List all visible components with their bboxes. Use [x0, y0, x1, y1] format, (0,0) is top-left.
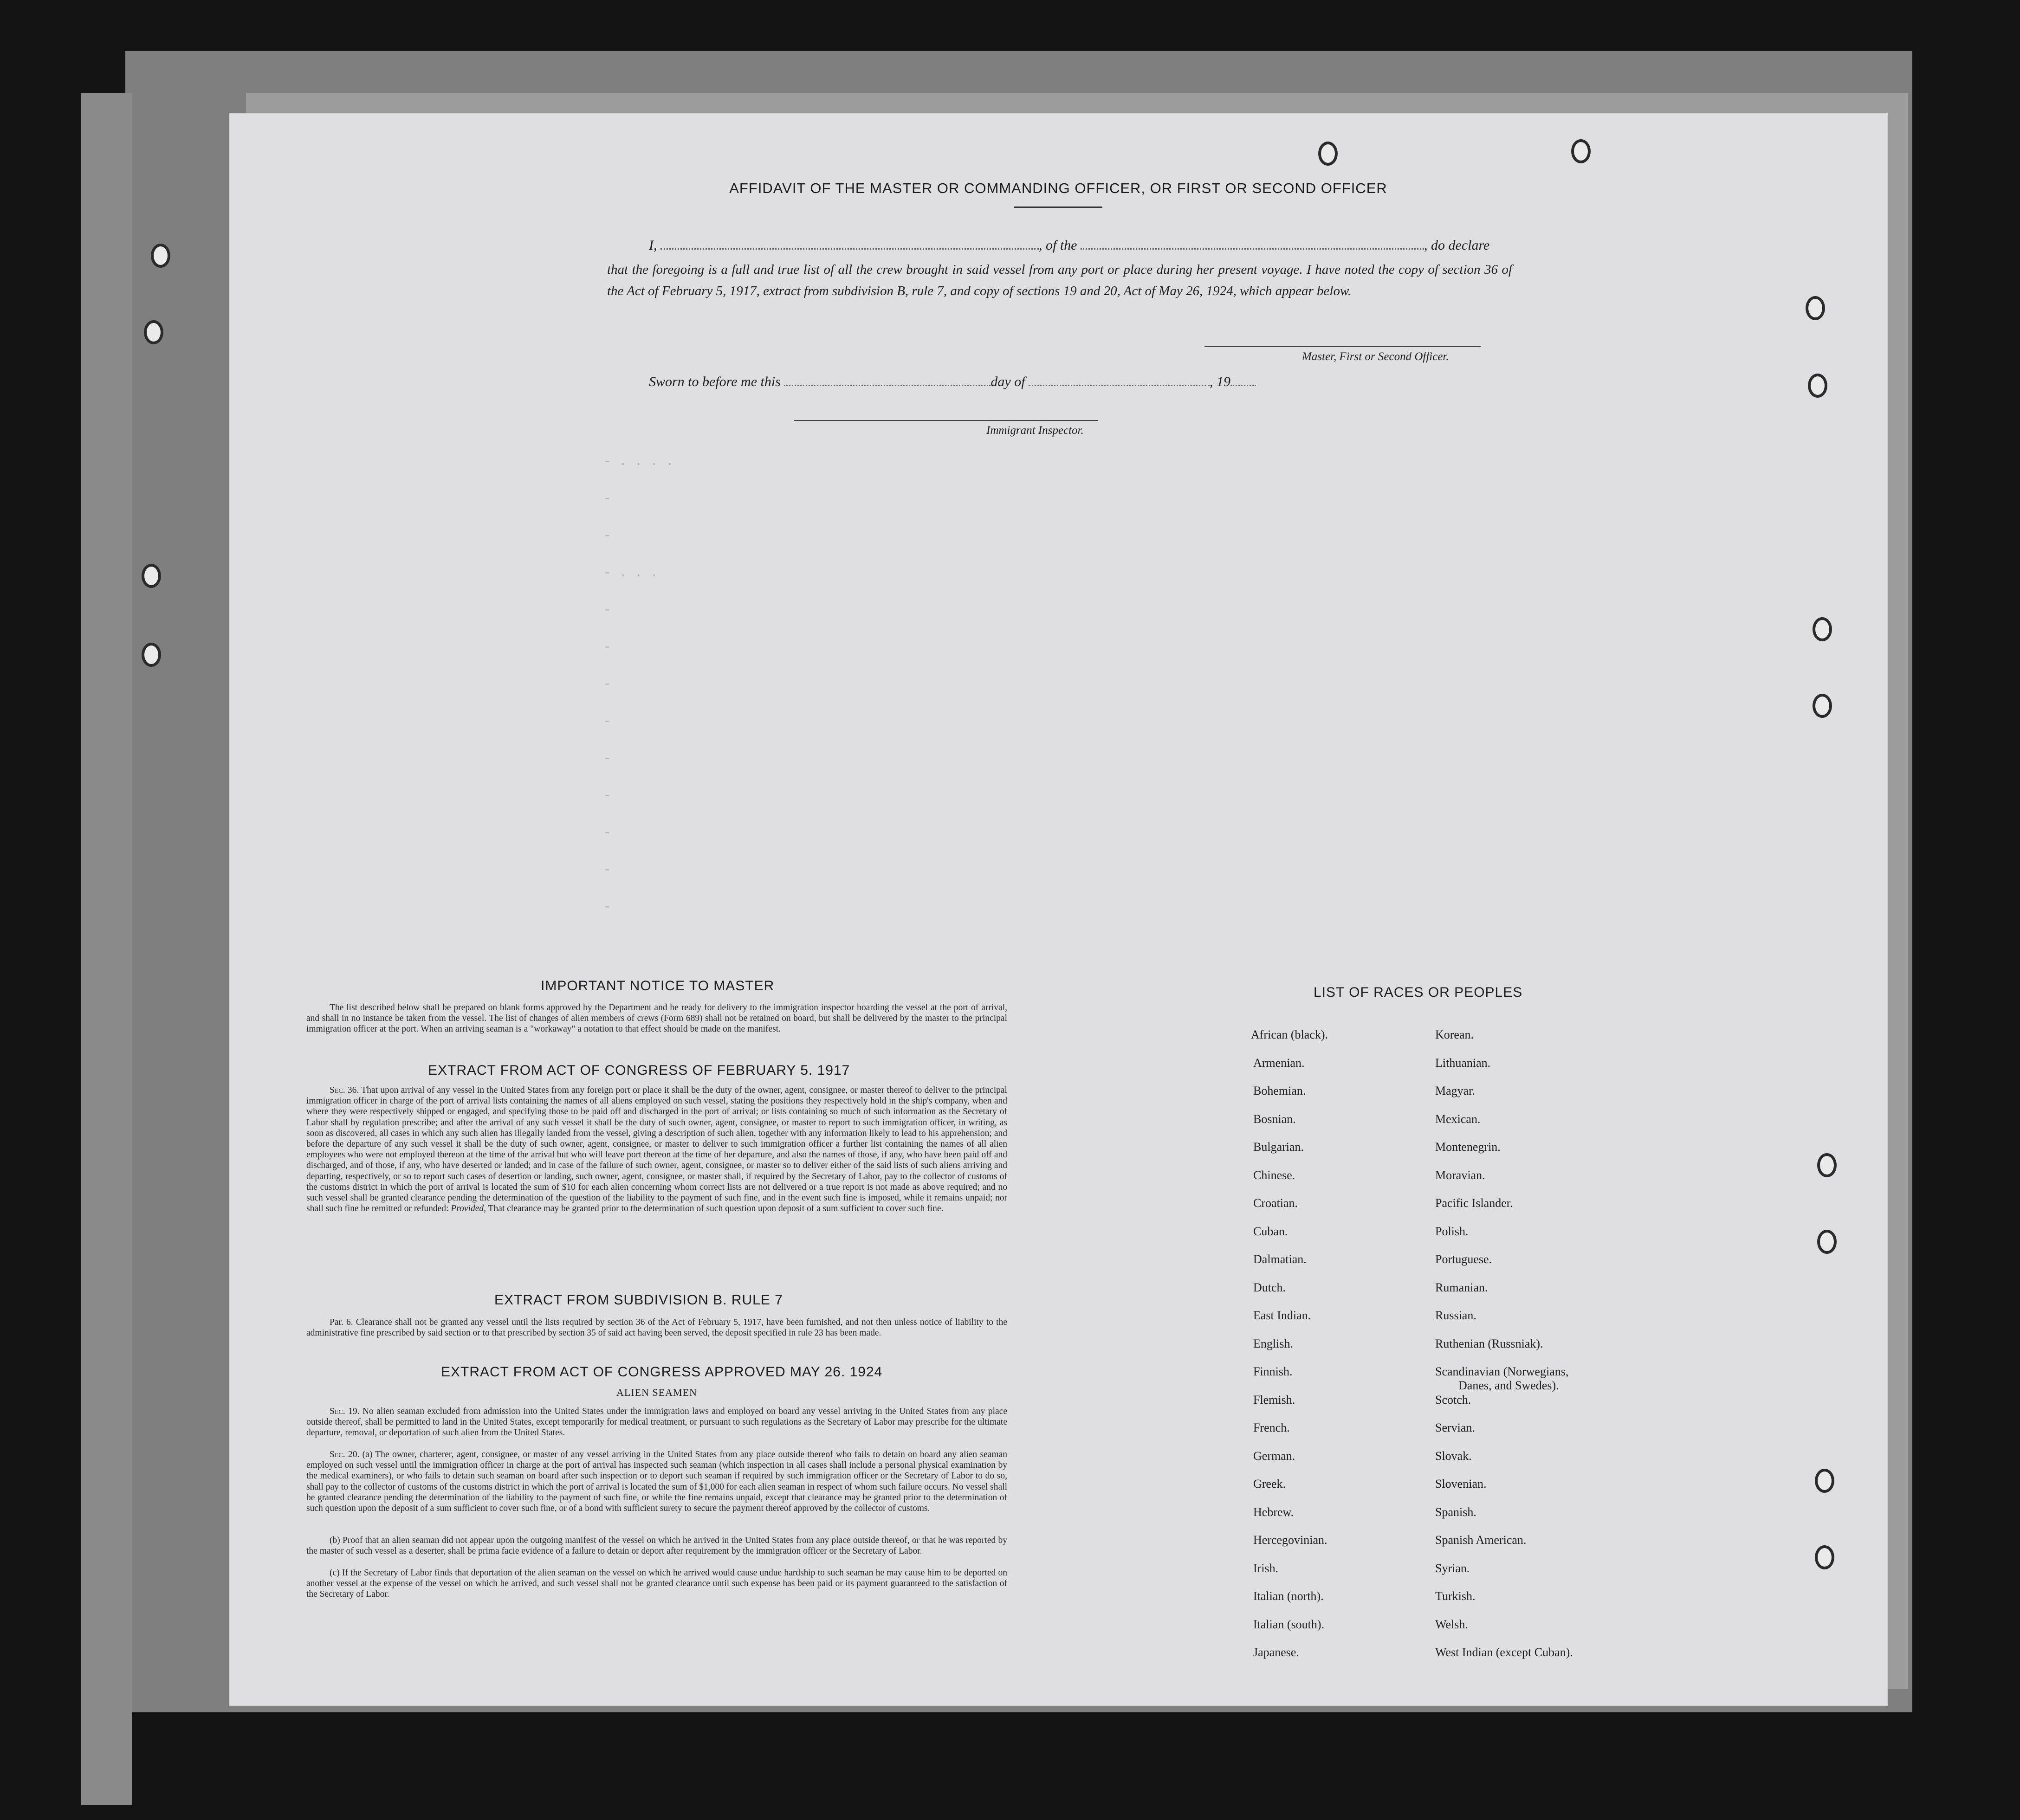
binder-hole [1806, 296, 1825, 320]
month-blank [1029, 385, 1210, 386]
race-item: German. [1253, 1449, 1295, 1463]
race-item: Moravian. [1435, 1168, 1485, 1182]
year-blank [1230, 385, 1256, 386]
race-item: African (black). [1251, 1028, 1328, 1041]
bleed-through-mark: - [603, 492, 611, 506]
binder-hole [151, 244, 170, 268]
label-sworn: Sworn to before me this [649, 374, 781, 389]
race-item: Ruthenian (Russniak). [1435, 1336, 1543, 1350]
race-item: Servian. [1435, 1421, 1475, 1434]
race-item: Italian (south). [1253, 1617, 1325, 1631]
race-item: Flemish. [1253, 1393, 1295, 1407]
bleed-through-mark: - [603, 678, 611, 692]
binder-hole [1318, 142, 1338, 166]
rule7-text: Par. 6. Clearance shall not be granted any vessel until the lists required by section 36 of the Act of February 5, 1917, have been furnished, and not then unless notice of liability to the administrative fine prescribed by said section or to that prescribed by section 35 of said act having been served, the deposit specified in rule 23 has been made. [306, 1317, 1007, 1338]
race-item: Croatian. [1253, 1196, 1298, 1210]
race-item: Dalmatian. [1253, 1252, 1307, 1266]
master-signature-line [1204, 346, 1481, 347]
section-20b-text: (b) Proof that an alien seaman did not appear upon the outgoing manifest of the vessel on which he arrived in the United States from any place outside thereof, or that he was reported by the master of such vessel as a deserter, shall be prima facie evidence of a failure to detain or deport after requirement by the immigration officer or the Secretary of Labor. [306, 1536, 1007, 1556]
race-item: Scandinavian (Norwegians, [1435, 1365, 1569, 1378]
affidavit-title: AFFIDAVIT OF THE MASTER OR COMMANDING OFFICER, OR FIRST OR SECOND OFFICER [729, 180, 1387, 196]
race-item: Russian. [1435, 1309, 1476, 1322]
inspector-signature-line [794, 420, 1098, 421]
race-item: Italian (north). [1253, 1589, 1324, 1603]
race-item: Polish. [1435, 1224, 1469, 1238]
bleed-through-mark: - [603, 640, 611, 655]
notice-title: IMPORTANT NOTICE TO MASTER [541, 978, 775, 994]
race-item: Syrian. [1435, 1561, 1470, 1575]
race-item: East Indian. [1253, 1309, 1311, 1322]
section-20c-text: (c) If the Secretary of Labor finds that deportation of the alien seaman on the vessel on which he arrived would cause undue hardship to such seaman he may cause him to be deported on another vessel at the expense of the vessel on which he arrived, and such vessel shall not be granted clearance until such expense has been paid or its payment guaranteed to the satisfaction of the Secretary of Labor. [306, 1568, 1007, 1600]
race-item: Greek. [1253, 1477, 1286, 1491]
label-i: I, [649, 238, 657, 253]
races-title: LIST OF RACES OR PEOPLES [1314, 985, 1523, 1000]
race-item: French. [1253, 1421, 1290, 1434]
master-caption: Master, First or Second Officer. [1302, 350, 1449, 363]
provided-term: Provided, [451, 1204, 486, 1214]
bleed-through-mark: - [603, 752, 611, 766]
bleed-through-mark: - . . . . [603, 455, 674, 469]
label-day-of: day of [991, 374, 1025, 389]
race-item: Pacific Islander. [1435, 1196, 1513, 1210]
section-20-label: Sec. 20. [330, 1450, 360, 1459]
alien-seamen-subtitle: ALIEN SEAMEN [616, 1387, 697, 1398]
race-item: Mexican. [1435, 1112, 1481, 1126]
label-year: , 19 [1210, 374, 1231, 389]
binder-hole [1571, 139, 1591, 163]
race-item: English. [1253, 1336, 1293, 1350]
section-36-end: That clearance may be granted prior to the determination of such question upon deposit of a sum sufficient to cover such fine. [488, 1204, 944, 1214]
race-item: Spanish. [1435, 1505, 1476, 1519]
day-blank [784, 385, 991, 386]
race-item-continuation: Danes, and Swedes). [1458, 1379, 1559, 1392]
race-item: Finnish. [1253, 1365, 1293, 1378]
section-20a-body: (a) The owner, charterer, agent, consignee, or master of any vessel arriving in the United States from any place outside thereof who fails to detain on board any alien seaman employed on such vessel until the immigration officer in charge at the port of arrival has inspected such seaman (which inspection in all cases shall include a personal physical examination by the medical examiners), or who fails to detain such seaman on board after such inspection or to deport such seaman if required by such immigration officer or the Secretary of Labor to do so, shall pay to the collector of customs of the customs district in which the port of arrival is located the sum of $1,000 for each alien seaman in respect of whom such failure occurs. No vessel shall be granted clearance pending the determination of the liability to the payment of such fine, or while the fine remains unpaid, except that clearance may be granted prior to the determination of such question upon the deposit of a sum sufficient to cover such fine, or of a bond with sufficient surety to secure the payment thereof approved by the collector of customs. [306, 1450, 1007, 1514]
extract-1917-title: EXTRACT FROM ACT OF CONGRESS OF FEBRUARY 5. 1917 [428, 1063, 850, 1078]
label-of-the: , of the [1039, 238, 1077, 253]
race-item: Bohemian. [1253, 1084, 1306, 1097]
vessel-blank [1081, 248, 1424, 250]
binder-hole [142, 643, 161, 667]
notice-text: The list described below shall be prepared on blank forms approved by the Department and be ready for delivery to the immigration inspector boarding the vessel at the port of arrival, and shall in no instance be taken from the vessel. The list of changes of alien members of crews (Form 689) shall not be retained on board, but shall be delivered by the master to the principal immigration officer at the port. When an arriving seaman is a "workaway" a notation to that effect should be made on the manifest. [306, 1003, 1007, 1034]
race-item: Scotch. [1435, 1393, 1471, 1407]
race-item: Irish. [1253, 1561, 1279, 1575]
section-19-text [306, 1406, 1007, 1439]
section-19-label: Sec. 19. [330, 1407, 360, 1416]
race-item: Spanish American. [1435, 1533, 1527, 1547]
bleed-through-mark: - [603, 529, 611, 543]
race-item: Rumanian. [1435, 1280, 1488, 1294]
section-36-body: That upon arrival of any vessel in the United States from any foreign port or place it shall be the duty of the owner, agent, consignee, or master thereof to deliver to the principal immigration officer in charge of the port of arrival lists containing the names of all aliens employed on such vessel, stating the positions they respectively hold in the ship's company, when and where they were respectively shipped or engaged, and specifying those to be paid off and discharged in the port of arrival; or lists containing so much of such information as the Secretary of Labor shall by regulation prescribe; and after the arrival of any such vessel it shall be the duty of such owner, agent, consignee, or master to report to such immigration officer, in writing, as soon as discovered, all cases in which any such alien has illegally landed from the vessel, giving a description of such alien, together with any information likely to lead to his apprehension; and before the departure of any such vessel it shall be the duty of such owner, agent, consignee, or master to deliver to such immigration officer a further list containing the names of all alien employees who were not employed thereon at the time of the arrival but who will leave port thereon at the time of her departure, and also the names of those, if any, who have been paid off and discharged, and of those, if any, who have deserted or landed; and in case of the failure of such owner, agent, consignee, or master so to deliver either of the said lists of such aliens arriving and departing, respectively, or so to report such cases of desertion or landing, such owner, agent, consignee, or master shall, if required by the Secretary of Labor, pay to the collector of customs of the customs district in which the port of arrival is located the sum of $10 for each alien concerning whom correct lists are not delivered or a true report is not made as above required; and no such vessel shall be granted clearance pending the determination of the question of the liability to the payment of such fine, and in the event such fine is imposed, while it remains unpaid; nor shall such fine be remitted or refunded: [306, 1085, 1007, 1214]
race-item: Chinese. [1253, 1168, 1295, 1182]
affidavit-first-line [649, 238, 1489, 253]
bleed-through-mark: - [603, 789, 611, 803]
race-item: Welsh. [1435, 1617, 1468, 1631]
binder-spine [81, 93, 132, 1805]
label-do-declare: , do declare [1424, 238, 1490, 253]
binder-hole [1813, 694, 1832, 718]
binder-hole [142, 564, 161, 588]
title-underline [1014, 207, 1102, 208]
affidavit-body: that the foregoing is a full and true list of all the crew brought in said vessel from any port or place during her present voyage. I have noted the copy of section 36 of the Act of February 5, 1917, extract from subdivision B, rule 7, and copy of sections 19 and 20, Act of May 26, 1924, which appear below. [607, 262, 1512, 298]
race-item: Japanese. [1253, 1646, 1299, 1659]
bleed-through-mark: - [603, 826, 611, 840]
section-19-body: No alien seaman excluded from admission into the United States under the immigration laws and employed on board any vessel arriving in the United States from any place outside thereof, shall be permitted to land in the United States, except temporarily for medical treatment, or pursuant to such regulations as the Secretary of Labor may prescribe for the ultimate departure, removal, or deportation of such alien from the United States. [306, 1407, 1007, 1438]
bleed-through-mark: - . . . [603, 566, 658, 581]
bleed-through-mark: - [603, 715, 611, 729]
race-item: Hercegovinian. [1253, 1533, 1327, 1547]
binder-hole [1817, 1153, 1837, 1177]
race-item: Slovenian. [1435, 1477, 1487, 1491]
section-36-label: Sec. 36. [330, 1085, 359, 1095]
rule7-title: EXTRACT FROM SUBDIVISION B. RULE 7 [494, 1292, 783, 1308]
binder-hole [144, 320, 163, 344]
extract-1917-text [306, 1085, 1007, 1214]
race-item: Magyar. [1435, 1084, 1475, 1097]
section-20a-text [306, 1449, 1007, 1514]
race-item: Hebrew. [1253, 1505, 1294, 1519]
bleed-through-mark: - [603, 900, 611, 915]
race-item: West Indian (except Cuban). [1435, 1646, 1573, 1659]
bleed-through-mark: - [603, 603, 611, 618]
binder-hole [1817, 1230, 1837, 1254]
race-item: Lithuanian. [1435, 1056, 1491, 1070]
binder-hole [1815, 1545, 1834, 1569]
race-item: Bulgarian. [1253, 1140, 1304, 1154]
race-item: Bosnian. [1253, 1112, 1296, 1126]
name-blank [660, 248, 1039, 250]
race-item: Turkish. [1435, 1589, 1476, 1603]
race-item: Korean. [1435, 1028, 1474, 1041]
race-item: Armenian. [1253, 1056, 1305, 1070]
race-item: Cuban. [1253, 1224, 1288, 1238]
binder-hole [1808, 374, 1827, 398]
binder-hole [1813, 617, 1832, 641]
race-item: Portuguese. [1435, 1252, 1492, 1266]
bleed-through-mark: - [603, 863, 611, 878]
inspector-caption: Immigrant Inspector. [986, 424, 1084, 437]
race-item: Slovak. [1435, 1449, 1472, 1463]
extract-1924-title: EXTRACT FROM ACT OF CONGRESS APPROVED MAY 26. 1924 [441, 1364, 883, 1380]
race-item: Montenegrin. [1435, 1140, 1501, 1154]
binder-hole [1815, 1469, 1834, 1493]
race-item: Dutch. [1253, 1280, 1286, 1294]
sworn-line [649, 374, 1256, 390]
